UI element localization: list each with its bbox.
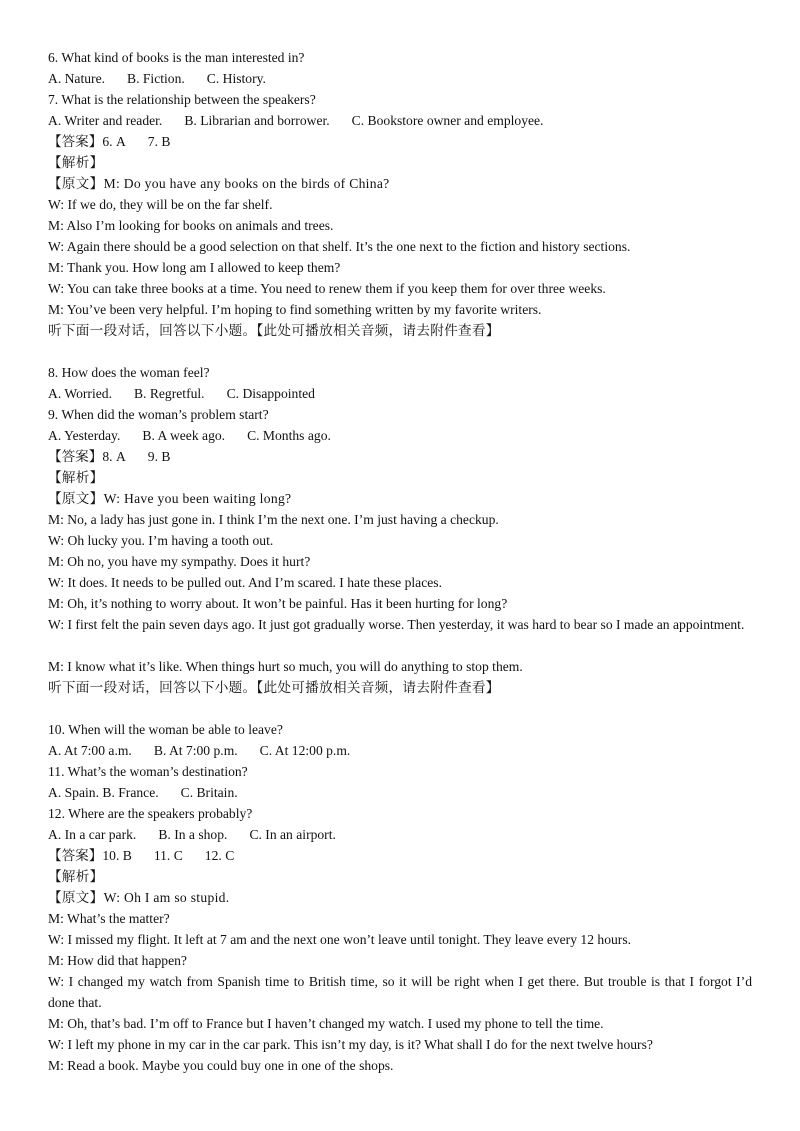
option-item: 【答案】8. A [48,449,126,464]
question-line: 6. What kind of books is the man interested in? [48,50,305,65]
option-item: B. A week ago. [142,428,226,443]
option-row [48,425,752,446]
dialogue-line: W: I first felt the pain seven days ago. It just got gradually worse. Then yesterday, it was hard to bear so I made an appointment. [48,617,745,632]
option-row [48,824,752,845]
option-item: 9. B [147,449,171,464]
dialogue-line: M: Also I’m looking for books on animals and trees. [48,218,334,233]
dialogue-line: W: If we do, they will be on the far shelf. [48,197,273,212]
option-item: 【答案】10. B [48,848,132,863]
question-line: 8. How does the woman feel? [48,365,210,380]
dialogue-line: W: I left my phone in my car in the car park. This isn’t my day, is it? What shall I do for the next twelve hours? [48,1037,653,1052]
option-item: 【答案】6. A [48,134,126,149]
option-item: C. Disappointed [226,386,315,401]
dialogue-line: W: I missed my flight. It left at 7 am and the next one won’t leave until tonight. They leave every 12 hours. [48,932,632,947]
transcript-start: 【原文】W: Oh I am so stupid. [48,890,230,905]
dialogue-line: M: Read a book. Maybe you could buy one in one of the shops. [48,1058,394,1073]
option-item: A. At 7:00 a.m. [48,743,132,758]
question-line: 10. When will the woman be able to leave? [48,722,283,737]
option-item: 11. C [153,848,183,863]
option-item: B. Librarian and borrower. [184,113,330,128]
option-item: C. Bookstore owner and employee. [351,113,544,128]
transcript-start: 【原文】M: Do you have any books on the birds of China? [48,176,390,191]
question-line: 7. What is the relationship between the speakers? [48,92,316,107]
option-item: A. In a car park. [48,827,137,842]
option-item: C. At 12:00 p.m. [259,743,351,758]
analysis-label: 【解析】 [48,869,104,884]
option-item: A. Yesterday. [48,428,121,443]
instruction-line: 听下面一段对话，回答以下小题。【此处可播放相关音频，请去附件查看】 [48,323,500,338]
dialogue-line: W: You can take three books at a time. You need to renew them if you keep them for over three weeks. [48,281,606,296]
dialogue-line: M: What’s the matter? [48,911,170,926]
dialogue-line: M: No, a lady has just gone in. I think I’m the next one. I’m just having a checkup. [48,512,499,527]
option-row [48,740,752,761]
option-item: B. Fiction. [127,71,185,86]
option-item: A. Nature. [48,71,105,86]
dialogue-line: M: Oh no, you have my sympathy. Does it hurt? [48,554,311,569]
option-row [48,782,752,803]
option-row [48,131,752,152]
instruction-line: 听下面一段对话，回答以下小题。【此处可播放相关音频，请去附件查看】 [48,680,500,695]
question-line: 11. What’s the woman’s destination? [48,764,248,779]
option-item: C. Months ago. [247,428,331,443]
dialogue-line: W: I changed my watch from Spanish time to British time, so it will be right when I get there. But trouble is that I forgot I’d done that. [48,974,752,1010]
option-row [48,110,752,131]
option-row [48,68,752,89]
option-item: B. Regretful. [133,386,205,401]
option-item: B. At 7:00 p.m. [153,743,238,758]
option-item: B. In a shop. [158,827,228,842]
option-item: 7. B [147,134,171,149]
dialogue-line: W: Again there should be a good selection on that shelf. It’s the one next to the fiction and history sections. [48,239,631,254]
dialogue-line: M: Thank you. How long am I allowed to keep them? [48,260,341,275]
option-item: A. Writer and reader. [48,113,163,128]
option-item: A. Spain. B. France. [48,785,159,800]
option-item: A. Worried. [48,386,112,401]
question-line: 12. Where are the speakers probably? [48,806,253,821]
dialogue-line: M: I know what it’s like. When things hurt so much, you will do anything to stop them. [48,659,523,674]
option-row [48,845,752,866]
option-item: C. In an airport. [249,827,336,842]
transcript-start: 【原文】W: Have you been waiting long? [48,491,292,506]
dialogue-line: M: Oh, it’s nothing to worry about. It won’t be painful. Has it been hurting for long? [48,596,508,611]
dialogue-line: M: Oh, that’s bad. I’m off to France but I haven’t changed my watch. I used my phone to tell the time. [48,1016,604,1031]
option-row [48,446,752,467]
option-item: C. Britain. [180,785,238,800]
dialogue-line: W: Oh lucky you. I’m having a tooth out. [48,533,274,548]
analysis-label: 【解析】 [48,470,104,485]
option-item: 12. C [204,848,235,863]
question-line: 9. When did the woman’s problem start? [48,407,269,422]
analysis-label: 【解析】 [48,155,104,170]
dialogue-line: W: It does. It needs to be pulled out. And I’m scared. I hate these places. [48,575,442,590]
dialogue-line: M: How did that happen? [48,953,187,968]
dialogue-line: M: You’ve been very helpful. I’m hoping to find something written by my favorite writers. [48,302,542,317]
option-row [48,383,752,404]
option-item: C. History. [206,71,266,86]
